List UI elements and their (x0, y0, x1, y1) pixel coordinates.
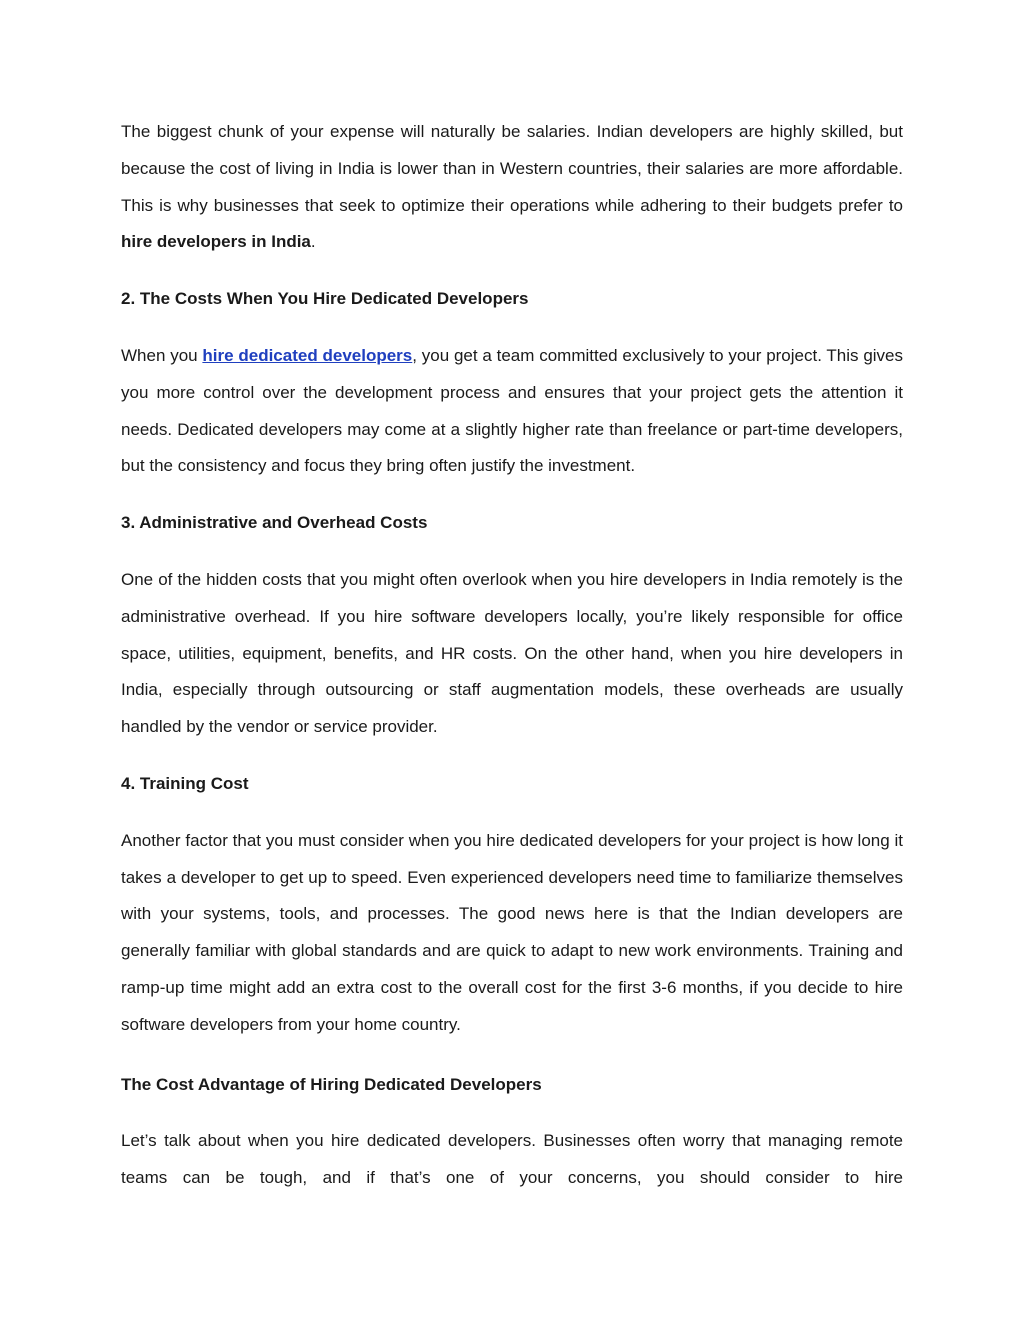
section-4-paragraph: Another factor that you must consider when you hire dedicated developers for your project is how long it takes a developer to get up to speed. Even experienced developers need time to familiarize themselves with your systems, tools, and processes. The good news here is that the Indian developers are generally familiar with global standards and are quick to adapt to new work environments. Training and ramp-up time might add an extra cost to the overall cost for the first 3-6 months, if you decide to hire software developers from your home country. (121, 830, 903, 1034)
intro-text-before: The biggest chunk of your expense will naturally be salaries. Indian developers are highly skilled, but because the cost of living in India is lower than in Western countries, their salaries are more affordable. This is why businesses that seek to optimize their operations while adhering to their budgets prefer to (121, 122, 903, 215)
section-2-paragraph (121, 338, 903, 485)
document-page (121, 114, 903, 1197)
section-2-heading: 2. The Costs When You Hire Dedicated Developers (121, 289, 529, 309)
intro-text-after: . (310, 232, 316, 252)
section-2-text-before: When you (121, 345, 203, 365)
section-4-heading: 4. Training Cost (121, 773, 249, 793)
section-3-heading: 3. Administrative and Overhead Costs (121, 513, 428, 533)
section-2-text-after: , you get a team committed exclusively to your project. This gives you more control over the development process and ensures that your project gets the attention it needs. Dedicated developers may come at a slightly higher rate than freelance or part-time developers, but the consistency and focus they bring often justify the investment. (121, 345, 904, 476)
section-3-paragraph: One of the hidden costs that you might often overlook when you hire developers in India remotely is the administrative overhead. If you hire software developers locally, you’re likely responsible for office space, utilities, equipment, benefits, and HR costs. On the other hand, when you hire developers in India, especially through outsourcing or staff augmentation models, these overheads are usually handled by the vendor or service provider. (121, 569, 903, 737)
hire-dedicated-developers-link[interactable]: hire dedicated developers (202, 345, 413, 365)
section-5-heading: The Cost Advantage of Hiring Dedicated Developers (121, 1074, 542, 1094)
intro-paragraph (121, 114, 903, 261)
section-5-paragraph: Let’s talk about when you hire dedicated developers. Businesses often worry that managing remote teams can be tough, and if that’s one of your concerns, you should consider to hire (121, 1131, 903, 1188)
intro-bold-phrase: hire developers in India (121, 232, 311, 252)
